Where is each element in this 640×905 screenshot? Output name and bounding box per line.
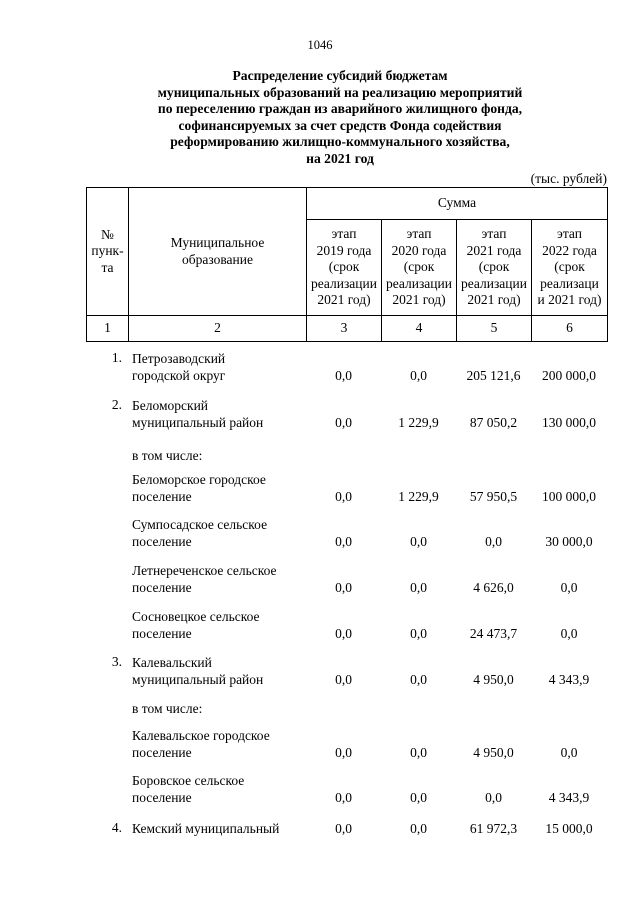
table-row <box>86 608 607 642</box>
amount-cell: 200 000,0 <box>542 368 596 383</box>
title-line: реформированию жилищно-коммунального хозяйства, <box>170 134 510 149</box>
municipality-name-line: поселение <box>132 745 192 760</box>
table-row <box>86 820 607 837</box>
amount-cell: 0,0 <box>560 745 578 760</box>
amount-cell: 0,0 <box>335 672 352 687</box>
municipality-name-line: Сумпосадское сельское <box>132 517 268 532</box>
municipality-name-line: Беломорский <box>132 398 209 413</box>
municipality-name-line: Боровское сельское <box>132 773 245 788</box>
title-line: муниципальных образований на реализацию мероприятий <box>157 84 523 100</box>
header-sum-cell: Сумма <box>307 188 608 220</box>
header-municipality-cell: Муниципальное образование <box>129 188 307 316</box>
municipality-name-line: поселение <box>132 626 192 641</box>
amount-cell: 4 343,9 <box>548 672 590 687</box>
column-number: 3 <box>307 316 382 342</box>
amount-cell: 4 626,0 <box>473 580 514 595</box>
municipality-name <box>128 562 306 596</box>
table-row <box>86 562 607 596</box>
column-number: 5 <box>457 316 532 342</box>
municipality-name-line: Сосновецкое сельское <box>132 609 260 624</box>
header-stage-2020: этап 2020 года (срок реализации 2021 год) <box>382 220 457 316</box>
municipality-name-line: в том числе: <box>132 701 203 716</box>
municipality-name <box>128 654 306 688</box>
amount-cell: 0,0 <box>335 534 352 549</box>
amount-cell: 0,0 <box>335 489 352 504</box>
amount-cell: 61 972,3 <box>469 821 518 836</box>
column-number: 1 <box>87 316 129 342</box>
amount-cell: 0,0 <box>560 580 578 595</box>
table-row <box>86 350 607 384</box>
municipality-name-line: в том числе: <box>132 448 203 463</box>
municipality-name <box>128 471 306 505</box>
municipality-name <box>128 516 306 550</box>
title-line: по переселению граждан из аварийного жилищного фонда, <box>157 101 523 116</box>
table-row <box>86 727 607 761</box>
amount-cell: 0,0 <box>335 368 352 383</box>
amount-cell: 0,0 <box>410 534 427 549</box>
municipality-name <box>128 350 306 384</box>
units-label: (тыс. рублей) <box>530 171 607 186</box>
amount-cell: 15 000,0 <box>545 821 593 836</box>
municipality-name <box>128 727 306 761</box>
row-number: 3. <box>111 654 122 669</box>
amount-cell: 0,0 <box>410 368 427 383</box>
amount-cell: 4 343,9 <box>548 790 590 805</box>
municipality-name-line: поселение <box>132 489 192 504</box>
title-line: Распределение субсидий бюджетам <box>232 68 448 83</box>
municipality-name-line: Петрозаводский <box>132 351 226 366</box>
municipality-name <box>128 608 306 642</box>
amount-cell: 100 000,0 <box>542 489 596 504</box>
amount-cell: 24 473,7 <box>469 626 518 641</box>
title-line: на 2021 год <box>306 150 374 166</box>
municipality-name <box>128 447 306 464</box>
municipality-name <box>128 772 306 806</box>
municipality-name-line: Беломорское городское <box>132 472 266 487</box>
amount-cell: 0,0 <box>410 745 427 760</box>
column-number: 2 <box>129 316 307 342</box>
table-row <box>86 654 607 688</box>
amount-cell: 4 950,0 <box>473 672 514 687</box>
amount-cell: 0,0 <box>410 626 427 641</box>
amount-cell: 0,0 <box>410 790 427 805</box>
amount-cell: 205 121,6 <box>466 368 521 383</box>
column-number: 6 <box>532 316 608 342</box>
document-title <box>80 68 600 167</box>
header-stage-2019: этап 2019 года (срок реализации 2021 год) <box>307 220 382 316</box>
amount-cell: 1 229,9 <box>398 415 439 430</box>
amount-cell: 0,0 <box>335 821 352 836</box>
amount-cell: 57 950,5 <box>469 489 518 504</box>
amount-cell: 0,0 <box>335 626 352 641</box>
municipality-name-line: Калевальское городское <box>132 728 270 743</box>
row-number: 1. <box>111 350 122 365</box>
amount-cell: 30 000,0 <box>545 534 593 549</box>
municipality-name-line: поселение <box>132 534 192 549</box>
row-number: 4. <box>111 820 122 835</box>
amount-cell: 4 950,0 <box>473 745 514 760</box>
municipality-name-line: муниципальный район <box>132 672 264 687</box>
amount-cell: 87 050,2 <box>469 415 518 430</box>
column-number: 4 <box>382 316 457 342</box>
table-row <box>86 772 607 806</box>
amount-cell: 0,0 <box>410 821 427 836</box>
amount-cell: 0,0 <box>485 534 502 549</box>
municipality-name-line: Летнереченское сельское <box>132 563 277 578</box>
header-stage-2021: этап 2021 года (срок реализации 2021 год) <box>457 220 532 316</box>
table-row <box>86 471 607 505</box>
municipality-name-line: поселение <box>132 580 192 595</box>
table-header <box>86 187 608 342</box>
amount-cell: 130 000,0 <box>542 415 596 430</box>
amount-cell: 0,0 <box>335 745 352 760</box>
amount-cell: 0,0 <box>335 790 352 805</box>
amount-cell: 0,0 <box>485 790 502 805</box>
municipality-name-line: муниципальный район <box>132 415 264 430</box>
amount-cell: 0,0 <box>335 415 352 430</box>
table-row <box>86 397 607 431</box>
municipality-name-line: поселение <box>132 790 192 805</box>
table-row <box>86 447 607 464</box>
title-line: софинансируемых за счет средств Фонда содействия <box>178 117 502 133</box>
municipality-name-line: Кемский муниципальный <box>132 821 280 836</box>
page-number: 1046 <box>307 38 333 52</box>
amount-cell: 1 229,9 <box>398 489 439 504</box>
header-stage-2022: этап 2022 года (срок реализаци и 2021 год) <box>532 220 608 316</box>
municipality-name <box>128 397 306 431</box>
amount-cell: 0,0 <box>410 580 427 595</box>
header-number-cell: № пунк- та <box>87 188 129 316</box>
amount-cell: 0,0 <box>560 626 578 641</box>
amount-cell: 0,0 <box>410 672 427 687</box>
municipality-name-line: городской округ <box>132 368 226 383</box>
table-row <box>86 700 607 717</box>
municipality-name <box>128 820 306 837</box>
municipality-name <box>128 700 306 717</box>
table-row <box>86 516 607 550</box>
amount-cell: 0,0 <box>335 580 352 595</box>
row-number: 2. <box>111 397 122 412</box>
municipality-name-line: Калевальский <box>132 655 212 670</box>
